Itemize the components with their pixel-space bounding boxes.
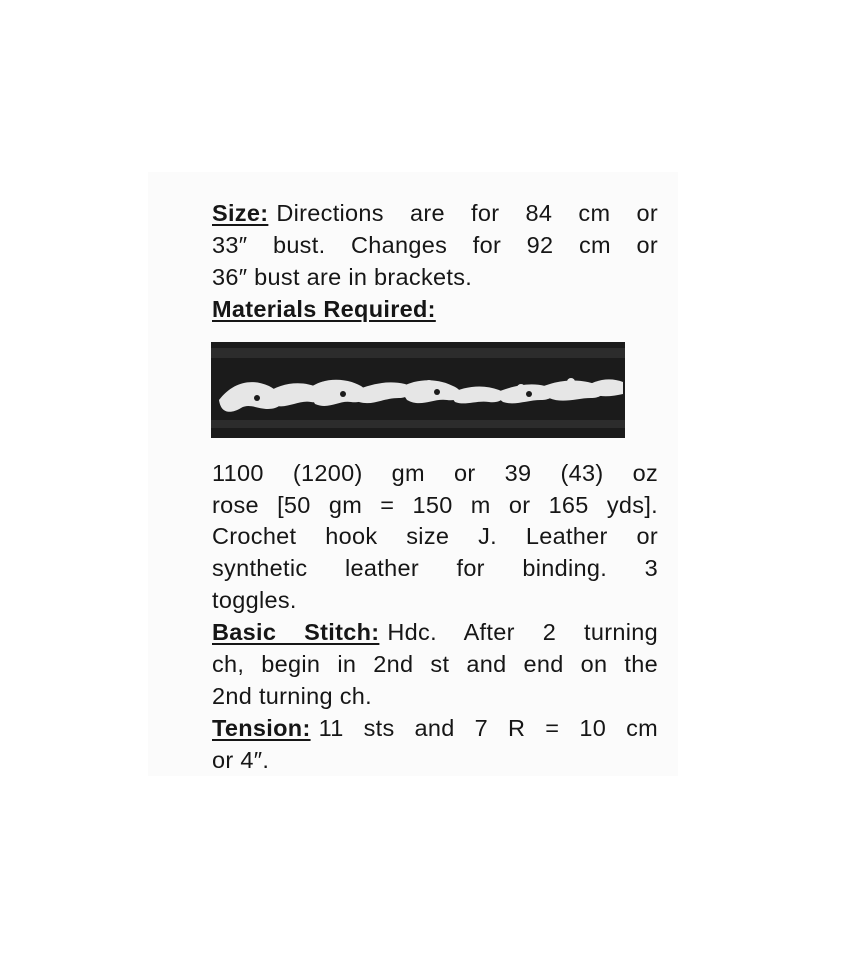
materials-line bbox=[212, 294, 658, 324]
size-text-1: Directions are for 84 cm or bbox=[276, 200, 658, 226]
tension-heading: Tension: bbox=[212, 715, 311, 741]
basic-stitch-text-1: Hdc. After 2 turning bbox=[387, 619, 658, 645]
tension-line-1 bbox=[212, 713, 658, 743]
size-line-1 bbox=[212, 198, 658, 228]
size-line-2: 33″ bust. Changes for 92 cm or bbox=[212, 232, 658, 258]
tension-line-2: or 4″. bbox=[212, 747, 270, 773]
basic-stitch-heading: Basic Stitch: bbox=[212, 619, 380, 645]
materials-line-1: 1100 (1200) gm or 39 (43) oz bbox=[212, 460, 658, 486]
basic-stitch-line-1 bbox=[212, 617, 658, 647]
materials-line-2: rose [50 gm = 150 m or 165 yds]. bbox=[212, 492, 658, 518]
yarn-swatch-image bbox=[211, 342, 625, 438]
size-line-3: 36″ bust are in brackets. bbox=[212, 264, 473, 290]
materials-line-5: toggles. bbox=[212, 587, 297, 613]
materials-heading: Materials Required: bbox=[212, 296, 436, 322]
size-heading: Size: bbox=[212, 200, 269, 226]
basic-stitch-line-2: ch, begin in 2nd st and end on the bbox=[212, 651, 658, 677]
basic-stitch-line-3: 2nd turning ch. bbox=[212, 683, 372, 709]
materials-line-3: Crochet hook size J. Leather or bbox=[212, 523, 658, 549]
tension-text-1: 11 sts and 7 R = 10 cm bbox=[318, 715, 658, 741]
materials-line-4: synthetic leather for binding. 3 bbox=[212, 555, 658, 581]
